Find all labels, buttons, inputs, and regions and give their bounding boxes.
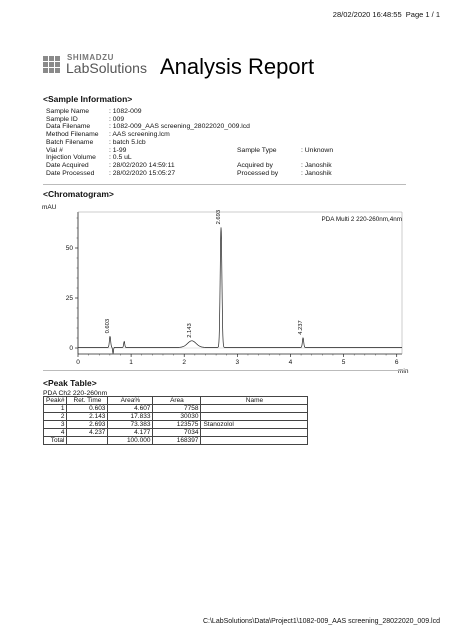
info-value: : Unknown — [301, 146, 334, 154]
y-tick-label: 25 — [65, 295, 73, 303]
cell: 168397 — [153, 437, 201, 445]
logo-brand: SHIMADZU — [67, 53, 115, 62]
x-tick-label: 1 — [129, 359, 133, 366]
peak-label: 2.693 — [216, 209, 223, 225]
cell: 17.833 — [108, 413, 153, 421]
cell — [201, 405, 308, 413]
chart-legend: PDA Multi 2 220-260nm,4nm — [321, 216, 402, 223]
column-header: Peak# — [44, 397, 67, 405]
table-row — [44, 429, 308, 437]
footer-file-path: C:\LabSolutions\Data\Project1\1082-009_AAS screening_28022020_009.lcd — [202, 618, 440, 625]
cell: Total — [44, 437, 67, 445]
table-row — [44, 405, 308, 413]
x-axis-label: min — [398, 368, 409, 375]
cell: 7758 — [153, 405, 201, 413]
cell: 2.693 — [67, 421, 108, 429]
x-tick-label: 3 — [235, 359, 240, 366]
cell: 0.603 — [67, 405, 108, 413]
info-label: Method Filename — [46, 131, 99, 139]
timestamp-text: 28/02/2020 16:48:55 — [332, 10, 402, 19]
signal-trace — [78, 227, 402, 353]
section-divider — [43, 184, 406, 185]
cell: 4.237 — [67, 429, 108, 437]
cell: 4.607 — [108, 405, 153, 413]
cell: Stanozolol — [201, 421, 308, 429]
info-label: Date Acquired — [46, 161, 89, 169]
info-label: Injection Volume — [46, 154, 96, 162]
cell: 4.177 — [108, 429, 153, 437]
info-label: Date Processed — [46, 169, 95, 177]
info-label: Vial # — [46, 146, 63, 154]
info-value: : AAS screening.lcm — [109, 131, 170, 139]
x-tick-label: 5 — [341, 359, 346, 366]
cell — [67, 437, 108, 445]
peak-table-subtitle: PDA Ch2 220-260nm — [43, 390, 108, 397]
page-number: Page 1 / 1 — [405, 10, 440, 19]
cell — [201, 437, 308, 445]
info-value: : 1082-009_AAS screening_28022020_009.lcd — [109, 123, 250, 131]
info-label: Sample Name — [46, 108, 90, 115]
section-divider — [43, 370, 406, 371]
sample-info-block — [46, 108, 406, 178]
cell: 3 — [44, 421, 67, 429]
cell — [201, 429, 308, 437]
y-tick-label: 0 — [69, 345, 73, 353]
chromatogram-heading: <Chromatogram> — [43, 189, 114, 199]
column-header: Area — [153, 397, 201, 405]
y-tick-label: 50 — [65, 245, 73, 253]
info-label: Sample Type — [237, 146, 277, 154]
info-value: : 1082-009 — [109, 108, 142, 115]
column-header: Name — [201, 397, 308, 405]
info-value: : 1-99 — [109, 146, 127, 154]
sample-info-heading: <Sample Information> — [43, 94, 133, 104]
x-tick-label: 0 — [76, 359, 80, 366]
info-value: : 0.5 uL — [109, 154, 132, 162]
table-row — [44, 421, 308, 429]
cell — [201, 413, 308, 421]
cell: 123575 — [153, 421, 201, 429]
logo-product: LabSolutions — [66, 60, 147, 76]
info-label: Sample ID — [46, 115, 78, 123]
peak-label: 0.603 — [105, 318, 112, 334]
info-label: Processed by — [237, 169, 279, 177]
info-value: : batch 5.lcb — [109, 138, 146, 146]
shimadzu-logo-grid-icon — [43, 56, 61, 74]
cell: 73.383 — [108, 421, 153, 429]
print-timestamp — [333, 10, 440, 19]
info-label: Batch Filename — [46, 138, 94, 146]
table-row — [44, 413, 308, 421]
info-value: : Janoshik — [301, 169, 332, 177]
peak-table — [43, 396, 308, 445]
info-value: : 28/02/2020 14:59:11 — [109, 161, 175, 169]
table-header-row — [44, 397, 308, 405]
table-total-row — [44, 437, 308, 445]
cell: 2 — [44, 413, 67, 421]
info-value: : 009 — [109, 115, 125, 123]
cell: 30030 — [153, 413, 201, 421]
cell: 100.000 — [108, 437, 153, 445]
cell: 4 — [44, 429, 67, 437]
peak-label: 4.237 — [298, 320, 305, 335]
info-value: : 28/02/2020 15:05:27 — [109, 169, 176, 177]
info-label: Acquired by — [237, 161, 273, 169]
cell: 1 — [44, 405, 67, 413]
report-title: Analysis Report — [160, 54, 315, 79]
cell: 7034 — [153, 429, 201, 437]
column-header: Ret. Time — [67, 397, 108, 405]
info-label: Data Filename — [46, 123, 91, 131]
cell: 2.143 — [67, 413, 108, 421]
y-axis-label: mAU — [42, 204, 57, 211]
chromatogram-chart — [30, 200, 415, 378]
x-tick-label: 4 — [288, 359, 293, 366]
x-tick-label: 2 — [182, 359, 187, 366]
info-value: : Janoshik — [301, 161, 332, 169]
x-tick-label: 6 — [394, 359, 399, 366]
column-header: Area% — [108, 397, 153, 405]
peak-table-heading: <Peak Table> — [43, 378, 97, 388]
peak-label: 2.143 — [186, 323, 193, 338]
